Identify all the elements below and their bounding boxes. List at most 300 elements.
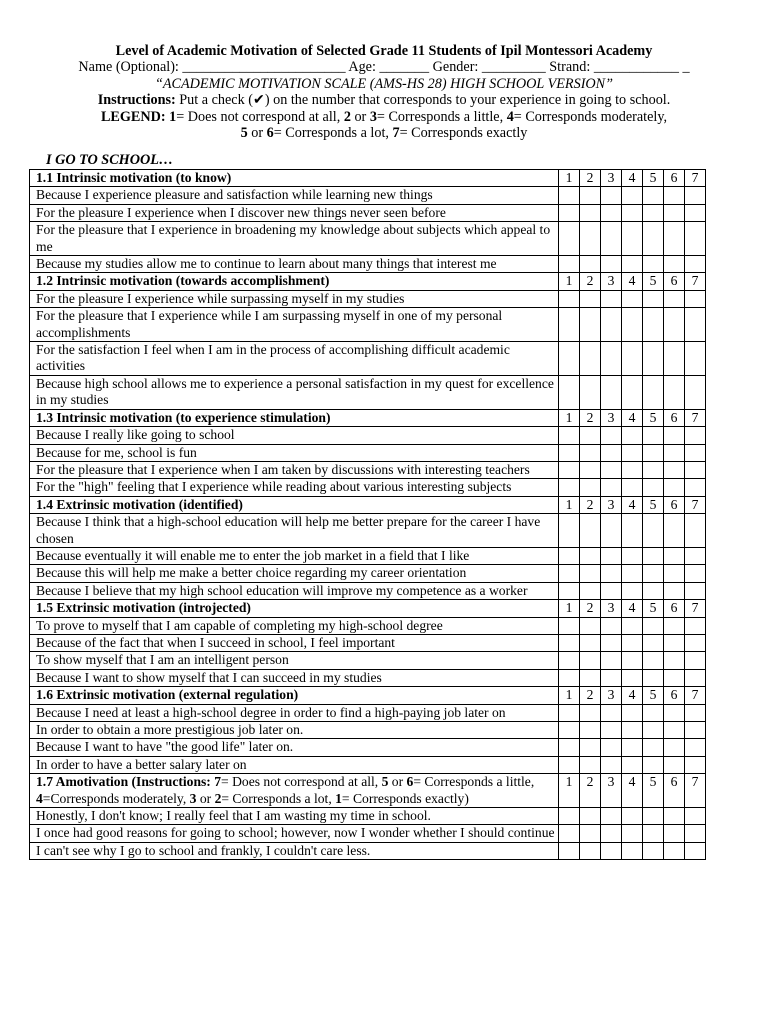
question-row: [30, 582, 706, 599]
rating-checkbox-cell[interactable]: [601, 808, 622, 825]
rating-checkbox-cell[interactable]: [601, 427, 622, 444]
rating-checkbox-cell[interactable]: [685, 222, 706, 256]
form-header: [0, 43, 768, 141]
rating-checkbox-cell[interactable]: [643, 187, 664, 204]
rating-checkbox-cell[interactable]: [643, 479, 664, 496]
legend-text: = Corresponds a little,: [376, 108, 507, 125]
question-text: For the "high" feeling that I experience while reading about various interesting subjects: [30, 479, 559, 496]
legend-number: 1: [165, 108, 177, 125]
legend-number: 6: [406, 774, 414, 790]
scale-number-header: 3: [601, 170, 622, 187]
rating-checkbox-cell[interactable]: [685, 617, 706, 634]
rating-checkbox-cell[interactable]: [622, 308, 643, 342]
legend-text: or: [350, 108, 370, 125]
rating-checkbox-cell[interactable]: [601, 722, 622, 739]
scale-number-header: 6: [664, 273, 685, 290]
rating-checkbox-cell[interactable]: [622, 547, 643, 564]
rating-checkbox-cell[interactable]: [601, 842, 622, 859]
rating-checkbox-cell[interactable]: [643, 617, 664, 634]
question-text: In order to have a better salary later on: [30, 756, 559, 773]
rating-checkbox-cell[interactable]: [559, 290, 580, 307]
rating-checkbox-cell[interactable]: [622, 479, 643, 496]
scale-number-header: 2: [580, 600, 601, 617]
scale-number-header: 5: [643, 273, 664, 290]
rating-checkbox-cell[interactable]: [664, 634, 685, 651]
rating-checkbox-cell[interactable]: [664, 461, 685, 478]
rating-checkbox-cell[interactable]: [685, 825, 706, 842]
rating-checkbox-cell[interactable]: [580, 842, 601, 859]
question-text: Because I believe that my high school education will improve my competence as a worker: [30, 582, 559, 599]
rating-checkbox-cell[interactable]: [622, 427, 643, 444]
rating-checkbox-cell[interactable]: [685, 547, 706, 564]
rating-checkbox-cell[interactable]: [601, 565, 622, 582]
rating-checkbox-cell[interactable]: [601, 461, 622, 478]
legend-number: 4: [36, 790, 43, 806]
rating-checkbox-cell[interactable]: [559, 565, 580, 582]
rating-checkbox-cell[interactable]: [559, 427, 580, 444]
rating-checkbox-cell[interactable]: [559, 514, 580, 548]
rating-checkbox-cell[interactable]: [559, 704, 580, 721]
rating-checkbox-cell[interactable]: [622, 187, 643, 204]
rating-checkbox-cell[interactable]: [559, 739, 580, 756]
rating-checkbox-cell[interactable]: [622, 444, 643, 461]
rating-checkbox-cell[interactable]: [601, 204, 622, 221]
rating-checkbox-cell[interactable]: [643, 808, 664, 825]
rating-checkbox-cell[interactable]: [643, 308, 664, 342]
rating-checkbox-cell[interactable]: [601, 547, 622, 564]
rating-checkbox-cell[interactable]: [580, 756, 601, 773]
rating-checkbox-cell[interactable]: [559, 444, 580, 461]
rating-checkbox-cell[interactable]: [580, 582, 601, 599]
scale-number-header: 2: [580, 170, 601, 187]
question-row: [30, 634, 706, 651]
rating-checkbox-cell[interactable]: [559, 204, 580, 221]
section-header-row: [30, 600, 706, 617]
section-header-row: [30, 774, 706, 808]
rating-checkbox-cell[interactable]: [622, 514, 643, 548]
scale-number-header: 7: [685, 273, 706, 290]
rating-checkbox-cell[interactable]: [664, 842, 685, 859]
rating-checkbox-cell[interactable]: [559, 652, 580, 669]
scale-number-header: 2: [580, 496, 601, 513]
rating-checkbox-cell[interactable]: [622, 634, 643, 651]
rating-checkbox-cell[interactable]: [622, 739, 643, 756]
rating-checkbox-cell[interactable]: [643, 290, 664, 307]
rating-checkbox-cell[interactable]: [622, 290, 643, 307]
question-row: [30, 256, 706, 273]
question-row: [30, 514, 706, 548]
rating-checkbox-cell[interactable]: [559, 825, 580, 842]
scale-number-header: 6: [664, 600, 685, 617]
rating-checkbox-cell[interactable]: [685, 634, 706, 651]
rating-checkbox-cell[interactable]: [685, 187, 706, 204]
rating-checkbox-cell[interactable]: [643, 461, 664, 478]
scale-number-header: 4: [622, 273, 643, 290]
rating-checkbox-cell[interactable]: [685, 565, 706, 582]
scale-number-header: 1: [559, 409, 580, 426]
rating-checkbox-cell[interactable]: [643, 547, 664, 564]
question-text: I once had good reasons for going to school; however, now I wonder whether I should continue: [30, 825, 559, 842]
rating-checkbox-cell[interactable]: [580, 444, 601, 461]
i-go-to-school-heading: I GO TO SCHOOL…: [46, 152, 174, 168]
rating-checkbox-cell[interactable]: [643, 222, 664, 256]
rating-checkbox-cell[interactable]: [580, 342, 601, 376]
question-text: For the pleasure I experience when I discover new things never seen before: [30, 204, 559, 221]
scale-number-header: 2: [580, 409, 601, 426]
rating-checkbox-cell[interactable]: [601, 222, 622, 256]
rating-checkbox-cell[interactable]: [580, 634, 601, 651]
rating-checkbox-cell[interactable]: [685, 756, 706, 773]
rating-checkbox-cell[interactable]: [685, 427, 706, 444]
rating-checkbox-cell[interactable]: [664, 808, 685, 825]
question-text: Because I need at least a high-school degree in order to find a high-paying job later on: [30, 704, 559, 721]
instructions: [0, 92, 768, 108]
rating-checkbox-cell[interactable]: [643, 514, 664, 548]
rating-checkbox-cell[interactable]: [643, 669, 664, 686]
rating-checkbox-cell[interactable]: [664, 825, 685, 842]
rating-checkbox-cell[interactable]: [643, 756, 664, 773]
scale-number-header: 1: [559, 600, 580, 617]
rating-checkbox-cell[interactable]: [685, 204, 706, 221]
scale-number-header: 4: [622, 170, 643, 187]
legend-text: = Corresponds exactly): [341, 790, 469, 806]
rating-checkbox-cell[interactable]: [622, 722, 643, 739]
rating-checkbox-cell[interactable]: [601, 669, 622, 686]
scale-number-header: 2: [580, 273, 601, 290]
rating-checkbox-cell[interactable]: [601, 617, 622, 634]
questionnaire-table: [29, 169, 706, 860]
rating-checkbox-cell[interactable]: [601, 375, 622, 409]
rating-checkbox-cell[interactable]: [643, 722, 664, 739]
rating-checkbox-cell[interactable]: [664, 704, 685, 721]
instructions-label: Instructions:: [97, 92, 176, 109]
question-row: [30, 704, 706, 721]
section-title: 1.5 Extrinsic motivation (introjected): [30, 600, 559, 617]
legend-text: = Does not correspond at all,: [221, 774, 382, 790]
rating-checkbox-cell[interactable]: [601, 479, 622, 496]
rating-checkbox-cell[interactable]: [559, 808, 580, 825]
question-row: [30, 825, 706, 842]
question-row: [30, 669, 706, 686]
rating-checkbox-cell[interactable]: [601, 739, 622, 756]
question-text: In order to obtain a more prestigious job later on.: [30, 722, 559, 739]
question-text: Because I want to have "the good life" later on.: [30, 739, 559, 756]
scale-number-header: 5: [643, 409, 664, 426]
rating-checkbox-cell[interactable]: [580, 187, 601, 204]
rating-checkbox-cell[interactable]: [601, 342, 622, 376]
question-row: [30, 427, 706, 444]
scale-number-header: 7: [685, 496, 706, 513]
rating-checkbox-cell[interactable]: [559, 634, 580, 651]
scale-number-header: 1: [559, 496, 580, 513]
question-row: [30, 479, 706, 496]
rating-checkbox-cell[interactable]: [664, 722, 685, 739]
section-title: 1.2 Intrinsic motivation (towards accomplishment): [30, 273, 559, 290]
rating-checkbox-cell[interactable]: [580, 308, 601, 342]
rating-checkbox-cell[interactable]: [580, 825, 601, 842]
legend-number: 3: [189, 790, 197, 806]
rating-checkbox-cell[interactable]: [622, 375, 643, 409]
scale-number-header: 5: [643, 170, 664, 187]
rating-checkbox-cell[interactable]: [601, 514, 622, 548]
question-row: [30, 739, 706, 756]
legend-text: = Corresponds moderately,: [513, 108, 668, 125]
rating-checkbox-cell[interactable]: [580, 479, 601, 496]
rating-checkbox-cell[interactable]: [664, 756, 685, 773]
rating-checkbox-cell[interactable]: [622, 222, 643, 256]
rating-checkbox-cell[interactable]: [685, 704, 706, 721]
rating-checkbox-cell[interactable]: [643, 444, 664, 461]
rating-checkbox-cell[interactable]: [664, 479, 685, 496]
section-title: [30, 774, 559, 808]
rating-checkbox-cell[interactable]: [685, 808, 706, 825]
rating-checkbox-cell[interactable]: [685, 444, 706, 461]
amotivation-title: 1.7 Amotivation (Instructions:: [36, 774, 215, 790]
question-row: [30, 547, 706, 564]
rating-checkbox-cell[interactable]: [685, 479, 706, 496]
rating-checkbox-cell[interactable]: [580, 739, 601, 756]
rating-checkbox-cell[interactable]: [664, 565, 685, 582]
rating-checkbox-cell[interactable]: [559, 582, 580, 599]
rating-checkbox-cell[interactable]: [622, 704, 643, 721]
rating-checkbox-cell[interactable]: [685, 842, 706, 859]
rating-checkbox-cell[interactable]: [580, 204, 601, 221]
rating-checkbox-cell[interactable]: [622, 342, 643, 376]
question-row: [30, 308, 706, 342]
rating-checkbox-cell[interactable]: [580, 565, 601, 582]
scale-number-header: 2: [580, 774, 601, 808]
rating-checkbox-cell[interactable]: [622, 204, 643, 221]
question-text: Because my studies allow me to continue to learn about many things that interest me: [30, 256, 559, 273]
rating-checkbox-cell[interactable]: [559, 547, 580, 564]
question-row: [30, 565, 706, 582]
rating-checkbox-cell[interactable]: [601, 704, 622, 721]
legend-label: LEGEND:: [100, 108, 166, 125]
question-row: [30, 342, 706, 376]
legend-continued: [0, 125, 768, 141]
rating-checkbox-cell[interactable]: [685, 375, 706, 409]
rating-checkbox-cell[interactable]: [664, 617, 685, 634]
legend-text: = Corresponds a little,: [413, 774, 535, 790]
rating-checkbox-cell[interactable]: [559, 256, 580, 273]
rating-checkbox-cell[interactable]: [643, 204, 664, 221]
scale-number-header: 4: [622, 687, 643, 704]
rating-checkbox-cell[interactable]: [643, 582, 664, 599]
question-text: For the pleasure that I experience when I am taken by discussions with interesting teachers: [30, 461, 559, 478]
scale-number-header: 4: [622, 409, 643, 426]
rating-checkbox-cell[interactable]: [664, 204, 685, 221]
rating-checkbox-cell[interactable]: [559, 222, 580, 256]
rating-checkbox-cell[interactable]: [685, 722, 706, 739]
rating-checkbox-cell[interactable]: [622, 565, 643, 582]
question-text: Because of the fact that when I succeed in school, I feel important: [30, 634, 559, 651]
question-text: Honestly, I don't know; I really feel that I am wasting my time in school.: [30, 808, 559, 825]
rating-checkbox-cell[interactable]: [601, 634, 622, 651]
rating-checkbox-cell[interactable]: [664, 739, 685, 756]
question-row: [30, 204, 706, 221]
rating-checkbox-cell[interactable]: [580, 617, 601, 634]
rating-checkbox-cell[interactable]: [559, 342, 580, 376]
rating-checkbox-cell[interactable]: [664, 222, 685, 256]
rating-checkbox-cell[interactable]: [580, 704, 601, 721]
rating-checkbox-cell[interactable]: [643, 342, 664, 376]
question-text: For the pleasure I experience while surpassing myself in my studies: [30, 290, 559, 307]
rating-checkbox-cell[interactable]: [559, 617, 580, 634]
rating-checkbox-cell[interactable]: [685, 739, 706, 756]
legend-number: 5: [381, 774, 389, 790]
rating-checkbox-cell[interactable]: [559, 479, 580, 496]
rating-checkbox-cell[interactable]: [580, 514, 601, 548]
section-header-row: [30, 170, 706, 187]
section-title: 1.1 Intrinsic motivation (to know): [30, 170, 559, 187]
rating-checkbox-cell[interactable]: [559, 669, 580, 686]
rating-checkbox-cell[interactable]: [664, 256, 685, 273]
rating-checkbox-cell[interactable]: [643, 739, 664, 756]
scale-number-header: 4: [622, 600, 643, 617]
legend-number: 7: [214, 774, 222, 790]
rating-checkbox-cell[interactable]: [643, 652, 664, 669]
question-row: [30, 290, 706, 307]
rating-checkbox-cell[interactable]: [601, 444, 622, 461]
legend-number: 6: [266, 125, 274, 142]
rating-checkbox-cell[interactable]: [664, 375, 685, 409]
question-row: [30, 722, 706, 739]
question-text: Because I think that a high-school education will help me better prepare for the career I have chosen: [30, 514, 559, 548]
rating-checkbox-cell[interactable]: [622, 652, 643, 669]
rating-checkbox-cell[interactable]: [580, 256, 601, 273]
legend-text: or: [388, 774, 407, 790]
scale-number-header: 6: [664, 496, 685, 513]
rating-checkbox-cell[interactable]: [601, 825, 622, 842]
rating-checkbox-cell[interactable]: [601, 308, 622, 342]
rating-checkbox-cell[interactable]: [685, 669, 706, 686]
rating-checkbox-cell[interactable]: [559, 308, 580, 342]
rating-checkbox-cell[interactable]: [622, 461, 643, 478]
rating-checkbox-cell[interactable]: [685, 582, 706, 599]
rating-checkbox-cell[interactable]: [601, 582, 622, 599]
rating-checkbox-cell[interactable]: [685, 256, 706, 273]
rating-checkbox-cell[interactable]: [685, 342, 706, 376]
legend-text: = Corresponds exactly: [399, 125, 528, 142]
legend-number: 2: [343, 108, 351, 125]
rating-checkbox-cell[interactable]: [601, 187, 622, 204]
rating-checkbox-cell[interactable]: [664, 547, 685, 564]
rating-checkbox-cell[interactable]: [622, 756, 643, 773]
scale-number-header: 7: [685, 409, 706, 426]
rating-checkbox-cell[interactable]: [664, 444, 685, 461]
rating-checkbox-cell[interactable]: [622, 582, 643, 599]
rating-checkbox-cell[interactable]: [580, 652, 601, 669]
rating-checkbox-cell[interactable]: [685, 652, 706, 669]
rating-checkbox-cell[interactable]: [622, 842, 643, 859]
rating-checkbox-cell[interactable]: [664, 342, 685, 376]
rating-checkbox-cell[interactable]: [580, 808, 601, 825]
rating-checkbox-cell[interactable]: [601, 290, 622, 307]
rating-checkbox-cell[interactable]: [664, 427, 685, 444]
rating-checkbox-cell[interactable]: [685, 308, 706, 342]
scale-number-header: 6: [664, 774, 685, 808]
scale-number-header: 5: [643, 496, 664, 513]
rating-checkbox-cell[interactable]: [580, 290, 601, 307]
rating-checkbox-cell[interactable]: [685, 290, 706, 307]
rating-checkbox-cell[interactable]: [601, 652, 622, 669]
rating-checkbox-cell[interactable]: [664, 290, 685, 307]
legend-number: 7: [392, 125, 400, 142]
scale-number-header: 3: [601, 687, 622, 704]
question-row: [30, 187, 706, 204]
rating-checkbox-cell[interactable]: [559, 722, 580, 739]
section-header-row: [30, 409, 706, 426]
rating-checkbox-cell[interactable]: [559, 756, 580, 773]
rating-checkbox-cell[interactable]: [643, 375, 664, 409]
rating-checkbox-cell[interactable]: [580, 461, 601, 478]
rating-checkbox-cell[interactable]: [643, 842, 664, 859]
rating-checkbox-cell[interactable]: [685, 514, 706, 548]
rating-checkbox-cell[interactable]: [643, 565, 664, 582]
scale-number-header: 1: [559, 774, 580, 808]
question-text: Because I want to show myself that I can succeed in my studies: [30, 669, 559, 686]
rating-checkbox-cell[interactable]: [580, 427, 601, 444]
rating-checkbox-cell[interactable]: [664, 514, 685, 548]
legend-text: = Does not correspond at all,: [176, 108, 344, 125]
rating-checkbox-cell[interactable]: [664, 308, 685, 342]
rating-checkbox-cell[interactable]: [643, 634, 664, 651]
legend-text: = Corresponds a lot,: [273, 125, 393, 142]
rating-checkbox-cell[interactable]: [643, 256, 664, 273]
question-row: [30, 461, 706, 478]
rating-checkbox-cell[interactable]: [664, 652, 685, 669]
rating-checkbox-cell[interactable]: [622, 808, 643, 825]
rating-checkbox-cell[interactable]: [643, 825, 664, 842]
rating-checkbox-cell[interactable]: [664, 669, 685, 686]
rating-checkbox-cell[interactable]: [601, 756, 622, 773]
rating-checkbox-cell[interactable]: [559, 842, 580, 859]
scale-name: “ACADEMIC MOTIVATION SCALE (AMS-HS 28) HIGH SCHOOL VERSION”: [154, 75, 614, 92]
rating-checkbox-cell[interactable]: [580, 722, 601, 739]
scale-number-header: 5: [643, 600, 664, 617]
question-row: [30, 222, 706, 256]
scale-number-header: 3: [601, 409, 622, 426]
scale-number-header: 3: [601, 600, 622, 617]
rating-checkbox-cell[interactable]: [580, 375, 601, 409]
legend-text: =Corresponds moderately,: [42, 790, 190, 806]
rating-checkbox-cell[interactable]: [559, 375, 580, 409]
question-row: [30, 444, 706, 461]
rating-checkbox-cell[interactable]: [643, 427, 664, 444]
rating-checkbox-cell[interactable]: [559, 461, 580, 478]
rating-checkbox-cell[interactable]: [685, 461, 706, 478]
scale-number-header: 4: [622, 496, 643, 513]
rating-checkbox-cell[interactable]: [622, 256, 643, 273]
scale-number-header: 1: [559, 170, 580, 187]
rating-checkbox-cell[interactable]: [622, 669, 643, 686]
rating-checkbox-cell[interactable]: [580, 547, 601, 564]
form-title: Level of Academic Motivation of Selected Grade 11 Students of Ipil Montessori Academy: [115, 43, 653, 59]
rating-checkbox-cell[interactable]: [559, 187, 580, 204]
legend: [0, 109, 768, 125]
rating-checkbox-cell[interactable]: [580, 669, 601, 686]
rating-checkbox-cell[interactable]: [622, 617, 643, 634]
question-text: For the pleasure that I experience while I am surpassing myself in one of my personal accomplishments: [30, 308, 559, 342]
question-text: To prove to myself that I am capable of completing my high-school degree: [30, 617, 559, 634]
rating-checkbox-cell[interactable]: [643, 704, 664, 721]
rating-checkbox-cell[interactable]: [664, 582, 685, 599]
rating-checkbox-cell[interactable]: [601, 256, 622, 273]
rating-checkbox-cell[interactable]: [622, 825, 643, 842]
rating-checkbox-cell[interactable]: [664, 187, 685, 204]
question-text: I can't see why I go to school and frankly, I couldn't care less.: [30, 842, 559, 859]
rating-checkbox-cell[interactable]: [580, 222, 601, 256]
